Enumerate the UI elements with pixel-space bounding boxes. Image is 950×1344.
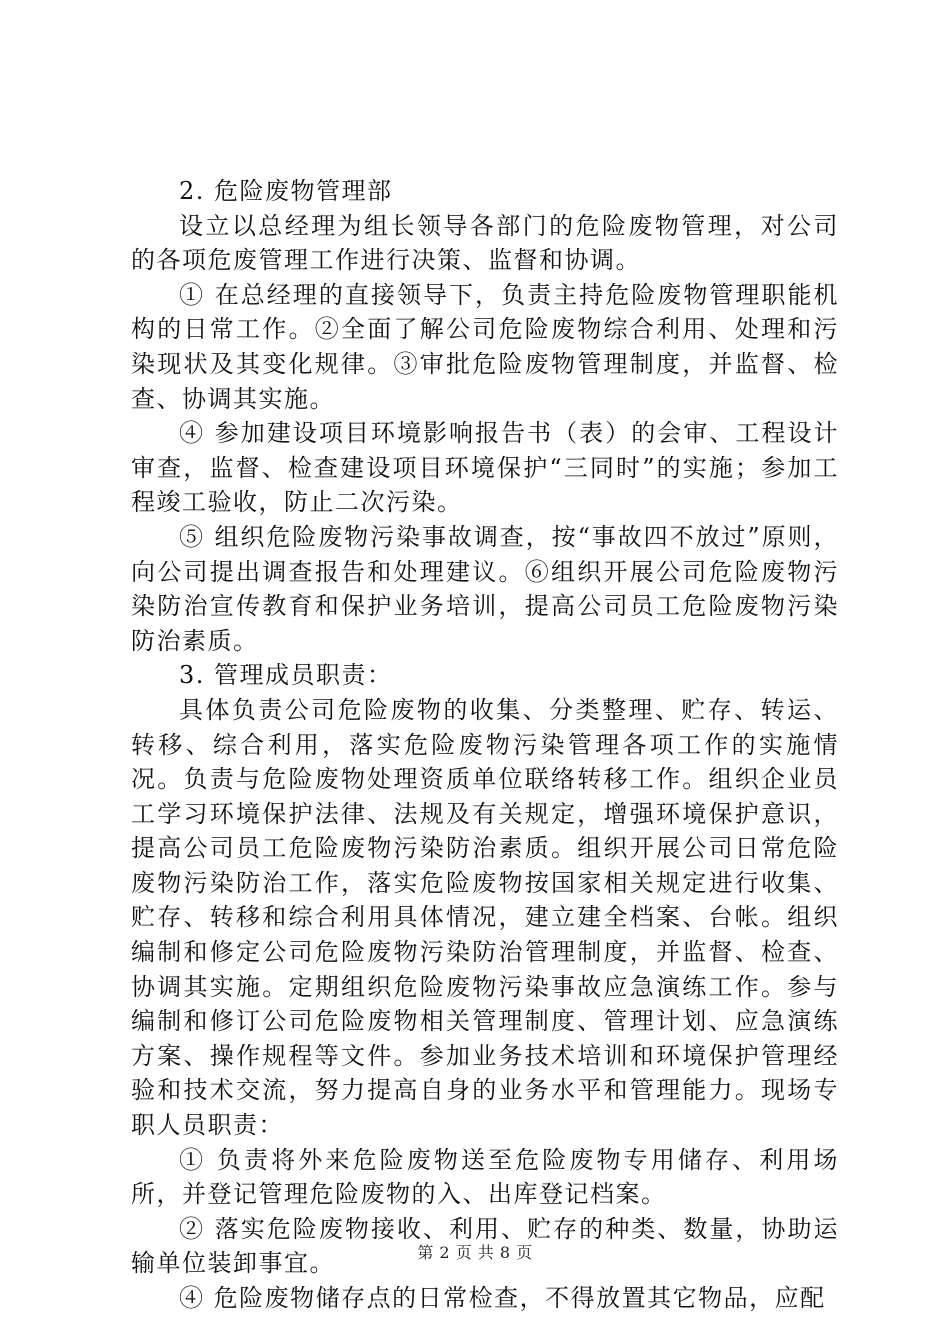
paragraph-dept-setup: 设立以总经理为组长领导各部门的危险废物管理，对公司的各项危废管理工作进行决策、监督和协调。 <box>131 211 839 275</box>
paragraph-staff-duty-2: ② 落实危险废物接收、利用、贮存的种类、数量，协助运输单位装卸事宜。 <box>131 1214 839 1278</box>
page-number-footer: 第 2 页 共 8 页 <box>417 1243 533 1262</box>
paragraph-duties-5-6: ⑤ 组织危险废物污染事故调查，按“事故四不放过”原则，向公司提出调查报告和处理建议。⑥组织开展公司危险废物污染防治宣传教育和保护业务培训，提高公司员工危险废物污染防治素质。 <box>131 522 839 655</box>
paragraph-member-duties: 具体负责公司危险废物的收集、分类整理、贮存、转运、转移、综合利用，落实危险废物污染管理各项工作的实施情况。负责与危险废物处理资质单位联络转移工作。组织企业员工学习环境保护法律、法规及有关规定，增强环境保护意识，提高公司员工危险废物污染防治素质。组织开展公司日常危险废物污染防治工作，落实危险废物按国家相关规定进行收集、贮存、转移和综合利用具体情况，建立建全档案、台帐。组织编制和修定公司危险废物污染防治管理制度，并监督、检查、协调其实施。定期组织危险废物污染事故应急演练工作。参与编制和修订公司危险废物相关管理制度、管理计划、应急演练方案、操作规程等文件。参加业务技术培训和环境保护管理经验和技术交流，努力提高自身的业务水平和管理能力。现场专职人员职责： <box>131 695 839 1140</box>
paragraph-duties-1-3: ① 在总经理的直接领导下，负责主持危险废物管理职能机构的日常工作。②全面了解公司危险废物综合利用、处理和污染现状及其变化规律。③审批危险废物管理制度，并监督、检查、协调其实施。 <box>131 280 839 413</box>
paragraph-staff-duty-4: ④ 危险废物储存点的日常检查，不得放置其它物品，应配 <box>179 1284 826 1312</box>
section-heading-hazardous-waste-dept: 2. 危险废物管理部 <box>179 177 393 205</box>
document-body <box>131 174 839 1316</box>
paragraph-staff-duty-1: ① 负责将外来危险废物送至危险废物专用储存、利用场所，并登记管理危险废物的入、出库登记档案。 <box>131 1145 839 1209</box>
section-heading-member-duties: 3. 管理成员职责： <box>179 661 393 690</box>
paragraph-duty-4: ④ 参加建设项目环境影响报告书（表）的会审、工程设计审查，监督、检查建设项目环境保护“三同时”的实施；参加工程竣工验收，防止二次污染。 <box>131 419 839 517</box>
